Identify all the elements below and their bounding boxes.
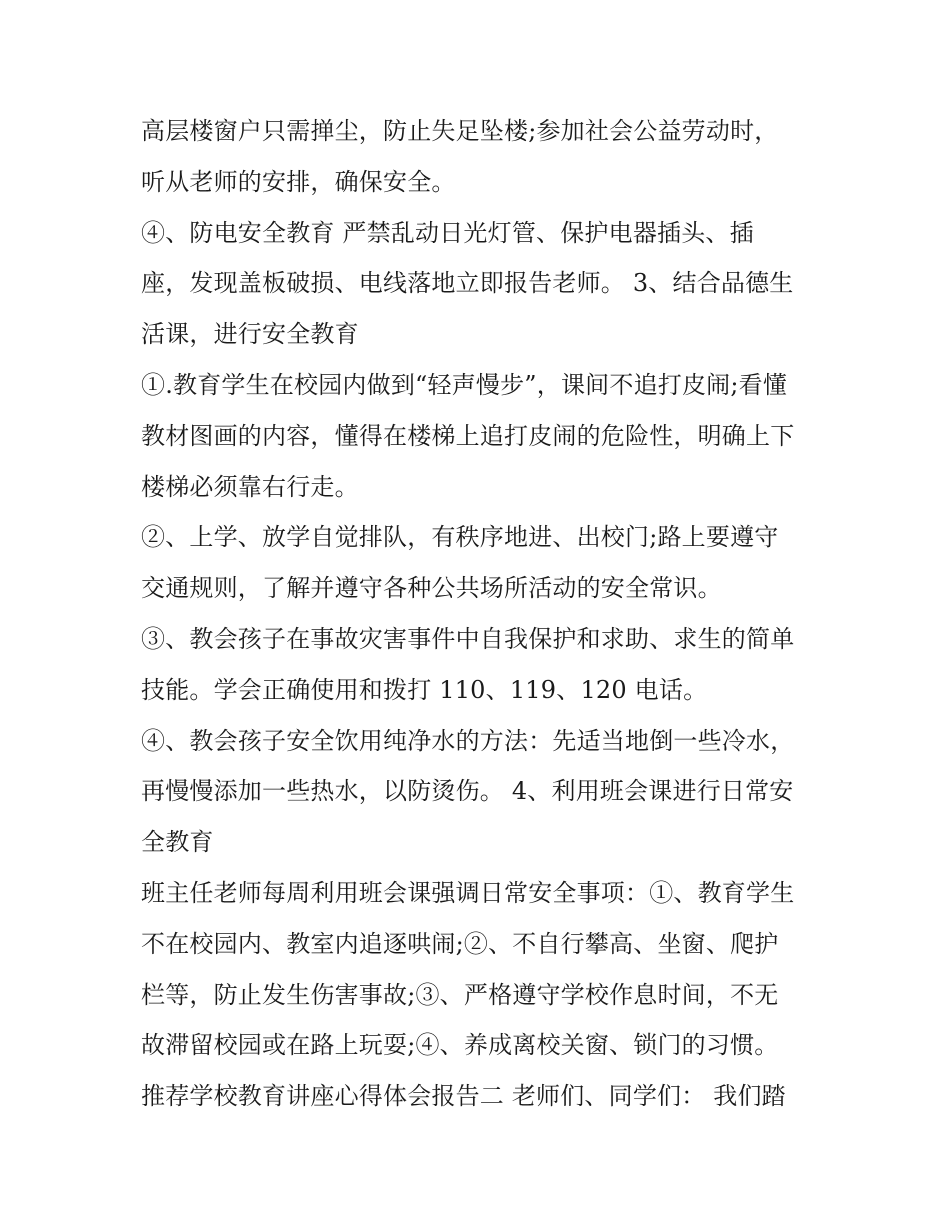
text-line: 教材图画的内容，懂得在楼梯上追打皮闹的危险性，明确上下 xyxy=(141,421,795,450)
text-line: 技能。学会正确使用和拨打 110、119、120 电话。 xyxy=(141,675,708,704)
text-line: 班主任老师每周利用班会课强调日常安全事项：①、教育学生 xyxy=(141,878,795,907)
text-line: 推荐学校教育讲座心得体会报告二 老师们、同学们： 我们踏 xyxy=(141,1082,786,1111)
text-line: ②、上学、放学自觉排队，有秩序地进、出校门;路上要遵守 xyxy=(141,523,779,552)
text-line: 再慢慢添加一些热水，以防烫伤。 4、利用班会课进行日常安 xyxy=(141,777,794,806)
text-line: ④、教会孩子安全饮用纯净水的方法：先适当地倒一些冷水， xyxy=(141,726,795,755)
text-line: 活课，进行安全教育 xyxy=(141,320,359,349)
text-line: 故滞留校园或在路上玩耍;④、养成离校关窗、锁门的习惯。 xyxy=(141,1031,779,1060)
text-line: 座，发现盖板破损、电线落地立即报告老师。 3、结合品德生 xyxy=(141,269,794,298)
text-line: 全教育 xyxy=(141,828,214,857)
text-line: 楼梯必须靠右行走。 xyxy=(141,472,359,501)
text-line: 交通规则，了解并遵守各种公共场所活动的安全常识。 xyxy=(141,574,722,603)
text-line: 栏等，防止发生伤害事故;③、严格遵守学校作息时间，不无 xyxy=(141,980,779,1009)
text-line: ④、防电安全教育 严禁乱动日光灯管、保护电器插头、插 xyxy=(141,218,754,247)
text-line: 不在校园内、教室内追逐哄闹;②、不自行攀高、坐窗、爬护 xyxy=(141,929,779,958)
text-line: 听从老师的安排，确保安全。 xyxy=(141,167,456,196)
document-body-text xyxy=(141,106,821,1122)
text-line: ③、教会孩子在事故灾害事件中自我保护和求助、求生的简单 xyxy=(141,624,795,653)
text-line: ①.教育学生在校园内做到“轻声慢步”，课间不追打皮闹;看懂 xyxy=(141,370,788,399)
text-line: 高层楼窗户只需掸尘，防止失足坠楼;参加社会公益劳动时， xyxy=(141,117,779,145)
